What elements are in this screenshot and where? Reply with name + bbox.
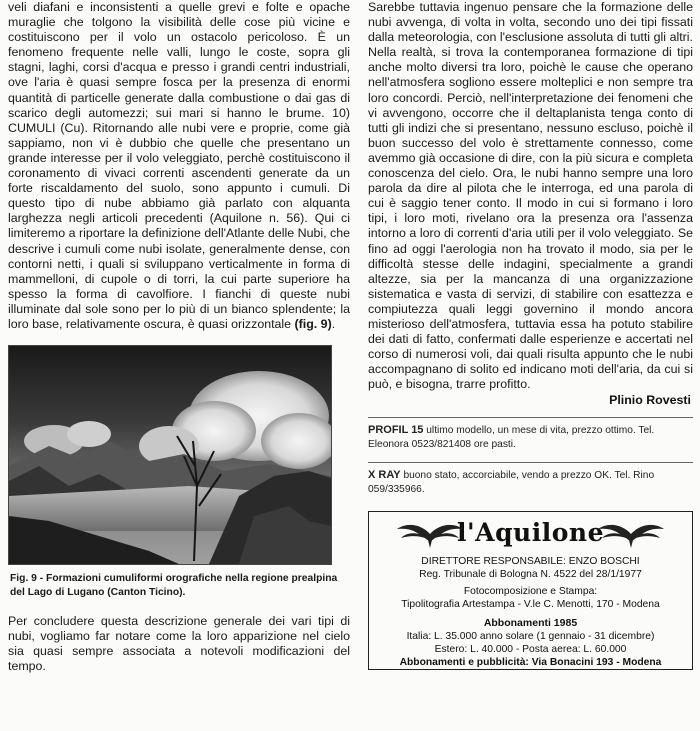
body-paragraph: veli diafani e inconsistenti a quelle grevi e folte e opache muraglie che tolgono la visibilità delle cose più vicine e costituiscono per il volo un ostacolo pericoloso. È un fenomeno frequente nelle valli, lungo le coste, sopra gli stagni, laghi, corsi d'acqua e presso i grandi centri industriali, ove l'aria è quasi sempre fosca per la presenza di enormi quantità di particelle generate dalla combustione o dai gas di scarico degli automezzi; sui mari si hanno le brume. 10) CUMULI (Cu). Ritornando alle nubi vere e proprie, come già sappiamo, non vi è dubbio che quelle che presentano un grande interesse per il volo veleggiato, perchè costituiscono il coronamento di vivaci correnti ascendenti generate da un forte riscaldamento del suolo, sono appunto i cumuli. Di questo tipo di nube abbiamo già parlato con alquanta larghezza negli articoli precedenti (Aquilone n. 56). Qui ci limiteremo a riportare la definizione dell'Atlante delle Nubi, che descrive i cumuli come nubi isolate, generalmente dense, con contorni netti, i quali si sviluppano verticalmente in forma di mammelloni, di cupole o di torri, la cui parte superiore ha spesso la forma di cavolfiore. I fianchi di queste nubi illuminate dal sole sono per lo più di un bianco splendente; la loro base, relativamente oscura, è quasi orizzontale (fig. 9). — [8, 0, 350, 331]
ad-text: buono stato, accorciabile, vendo a prezzo OK. Tel. Rino 059/335966. — [368, 470, 655, 496]
printer-line: Tipolitografia Artestampa - V.le C. Menotti, 170 - Modena — [401, 599, 660, 611]
composition-line: Fotocomposizione e Stampa: — [463, 586, 598, 598]
eagle-logo-icon — [397, 520, 463, 550]
magazine-logo: l'Aquilone — [457, 518, 604, 548]
paragraph-cumuli: 10) CUMULI (Cu). Ritornando alle nubi vere e proprie, come già sappiamo, non vi è dubbio che quelle che presentano un grande interesse per il volo veleggiato, perchè costituiscono il coronamento di vivaci correnti ascendenti generate da un forte riscaldamento del suolo, sono appunto i cumuli. Di questo tipo di nube abbiamo già parlato con alquanta larghezza negli articoli precedenti (Aquilone n. 56). Qui ci limiteremo a riportare la definizione dell'Atlante delle Nubi, che descrive i cumuli come nubi isolate, generalmente dense, con contorni netti, i quali si sviluppano verticalmente in forma di mammelloni, di cupole o di torri, la cui parte superiore ha spesso la forma di cavolfiore. I fianchi di queste nubi illuminate dal sole sono per lo più di un bianco splendente; la loro base, relativamente oscura, è quasi orizzontale — [8, 105, 350, 331]
contact-line: Abbonamenti e pubblicità: Via Bonacini 193 - Modena — [399, 657, 662, 669]
eagle-logo-icon — [598, 520, 664, 550]
closing-paragraph: Per concludere questa descrizione generale dei vari tipi di nubi, vogliamo far notare come la loro apparizione nel cielo sia quasi sempre associata a notevoli modificazioni del tempo. — [8, 614, 350, 674]
subscription-italy: Italia: L. 35.000 anno solare (1 gennaio - 31 dicembre) — [406, 631, 655, 643]
masthead-box — [368, 511, 693, 670]
cumulus-photo — [8, 345, 332, 565]
subscription-abroad: Estero: L. 40.000 - Posta aerea: L. 60.000 — [434, 644, 627, 656]
author-signature: Plinio Rovesti — [609, 393, 691, 408]
ad-title: X RAY — [368, 469, 401, 482]
subscriptions-title: Abbonamenti 1985 — [483, 617, 578, 630]
director-line: DIRETTORE RESPONSABILE: ENZO BOSCHI — [421, 556, 640, 568]
registration-line: Reg. Tribunale di Bologna N. 4522 del 28/1/1977 — [419, 569, 642, 581]
ad-title: PROFIL 15 — [368, 424, 424, 437]
classified-ad — [368, 468, 693, 497]
classified-ad — [368, 423, 693, 452]
right-column — [368, 0, 693, 670]
divider — [368, 417, 693, 418]
divider — [368, 462, 693, 463]
ad-text: ultimo modello, un mese di vita, prezzo ottimo. Tel. Eleonora 0523/821408 ore pasti. — [368, 425, 655, 451]
figure-caption: Fig. 9 - Formazioni cumuliformi orografiche nella regione prealpina del Lago di Lugano (Canton Ticino). — [10, 573, 338, 599]
left-column — [8, 0, 350, 674]
figure-reference: (fig. 9) — [294, 316, 332, 331]
body-paragraph-right: Sarebbe tuttavia ingenuo pensare che la formazione delle nubi avvenga, di volta in volta, secondo uno dei tipi fissati dalla meteorologia, con l'esclusione assoluta di tutti gli altri. Nella realtà, si trova la contemporanea formazione di tipi anche molto diversi tra loro, poichè le cause che operano nell'atmosfera sogliono essere molteplici e non sempre tra loro concordi. Perciò, nell'interpretazione dei fenomeni che vi avvengono, occorre che il deltaplanista tenga conto di tutti gli indizi che si presentano, nessuno escluso, poichè il buon successo del volo è strettamente connesso, come avemmo già occasione di dire, con la più sicura e completa conoscenza del cielo. Ora, le nubi hanno sempre una loro parola da dire al pilota che le interroga, ed una parola di cui è saggio tener conto. Il modo in cui si formano i loro tipi, i loro moti, rivelano ora la presenza ora l'assenza intorno a loro di correnti d'aria utili per il volo veleggiato. Se fino ad oggi l'aerologia non ha trovato il modo, sia per le difficoltà stesse delle indagini, specialmente a grandi altezze, sia per la mancanza di una organizzazione sistematica e vasta di servizi, di stabilire con esattezza e compiutezza quali leggi governino il mondo ancora misterioso dell'atmosfera, tuttavia essa ha potuto stabilire dei dati di fatto, confermati dalle esperienze e accertati nel corso di numerosi voli, dai quali risulta appunto che le nubi accompagnano di solito ed indicano moti dell'aria, da cui si può, e bisogna, trarre profitto. — [368, 0, 693, 392]
paragraph-text: veli diafani e inconsistenti a quelle grevi e folte e opache muraglie che tolgono la visibilità delle cose più vicine e costituiscono per il volo un ostacolo pericoloso. È un fenomeno frequente nelle valli, lungo le coste, sopra gli stagni, laghi, corsi d'acqua e presso i grandi centri industriali, ove l'aria è quasi sempre fosca per la presenza di enormi quantità di particelle generate dalla combustione o dai gas di scarico degli automezzi; sui mari si hanno le brume. — [8, 0, 350, 120]
